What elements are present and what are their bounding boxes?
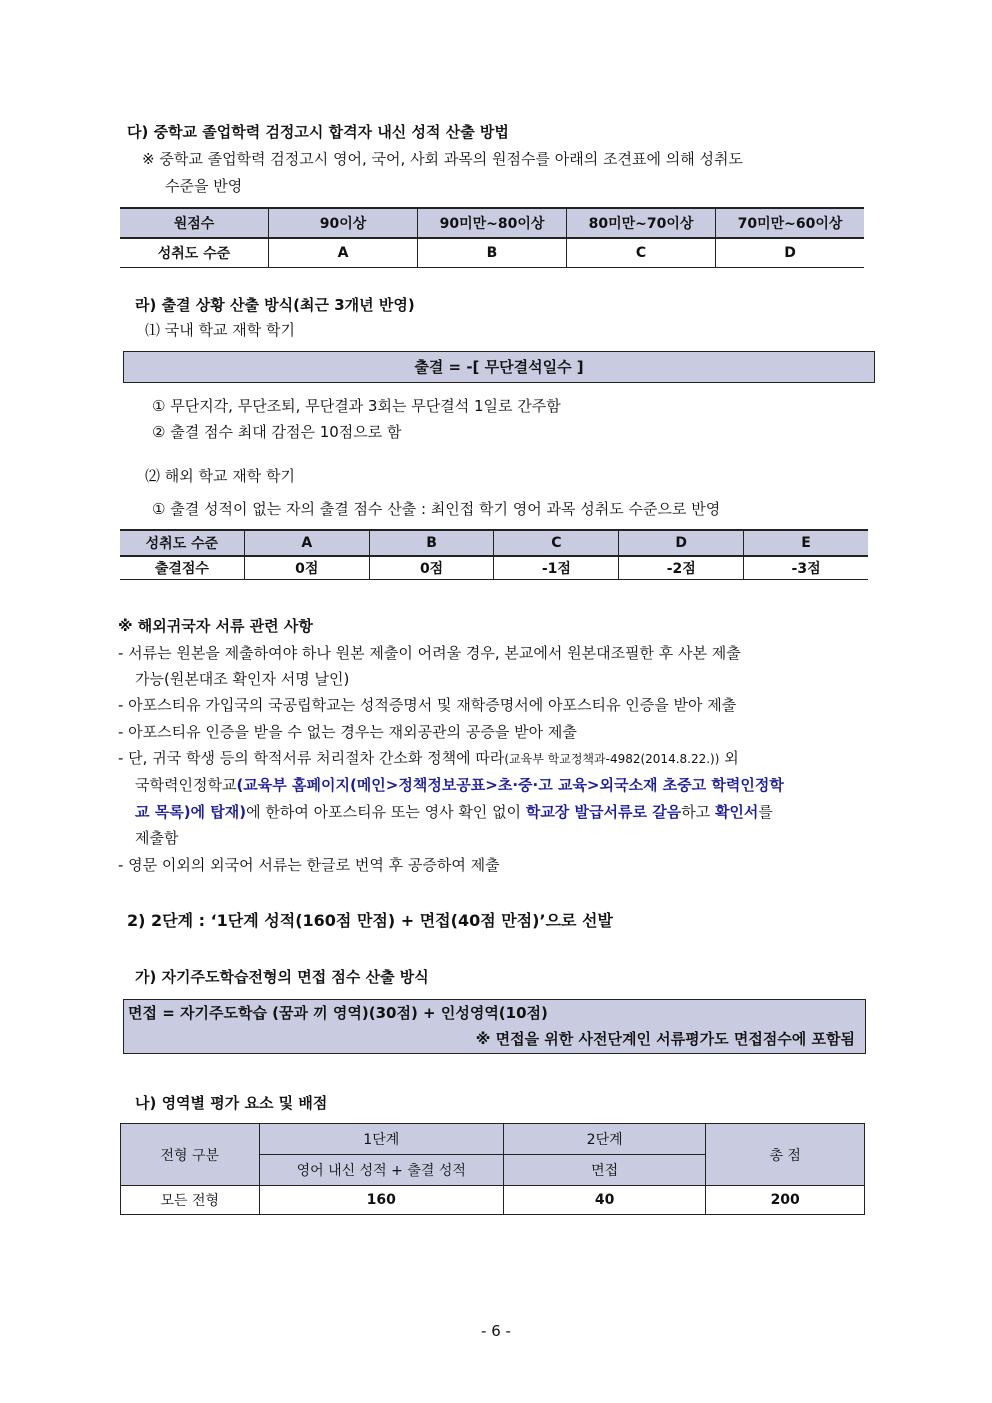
overseas-line: - 아포스티유 가입국의 국공립학교는 성적증명서 및 재학증명서에 아포스티유 인증을 받아 제출 xyxy=(118,696,737,714)
overseas-text: 에 한하여 아포스티유 또는 영사 확인 없이 xyxy=(246,803,526,821)
overseas-line xyxy=(135,773,784,797)
table-header: 80미만~70이상 xyxy=(567,208,716,238)
stage2-title: 2) 2단계 : ‘1단계 성적(160점 만점) + 면접(40점 만점)’으로 선발 xyxy=(127,911,613,930)
overseas-text: - 단, 귀국 학생 등의 학적서류 처리절차 간소화 정책에 따라 xyxy=(118,749,505,767)
highlight-text: 학교장 발급서류로 갈음 xyxy=(525,803,682,821)
section-ra-item2: ② 출결 점수 최대 감점은 10점으로 함 xyxy=(152,423,402,441)
table-header: 영어 내신 성적 + 출결 성적 xyxy=(259,1155,503,1186)
overseas-line: 제출함 xyxy=(135,829,179,847)
attendance-score-table xyxy=(120,529,868,580)
attendance-formula: 출결 = -[ 무단결석일수 ] xyxy=(414,358,584,376)
interview-formula: 면접 = 자기주도학습 (꿈과 끼 영역)(30점) + 인성영역(10점) xyxy=(128,1004,548,1022)
section-ra-item3: ① 출결 성적이 없는 자의 출결 점수 산출 : 최인접 학기 영어 과목 성취도 수준으로 반영 xyxy=(152,500,721,518)
stage2-ga-title: 가) 자기주도학습전형의 면접 점수 산출 방식 xyxy=(135,968,429,986)
section-da-title: 다) 중학교 졸업학력 검정고시 합격자 내신 성적 산출 방법 xyxy=(127,123,509,141)
table-cell: D xyxy=(716,238,865,268)
table-header: 총 점 xyxy=(706,1124,865,1186)
section-ra-sub2: ⑵ 해외 학교 재학 학기 xyxy=(145,467,295,485)
score-conversion-table xyxy=(120,207,864,268)
table-header: B xyxy=(369,530,494,556)
table-cell: 200 xyxy=(706,1186,865,1215)
table-header: 면접 xyxy=(503,1155,705,1186)
highlight-text: 확인서 xyxy=(714,803,759,821)
overseas-text: 를 xyxy=(758,803,773,821)
overseas-text: 하고 xyxy=(681,803,715,821)
table-cell: B xyxy=(418,238,567,268)
highlight-text: (교육부 홈페이지(메인>정책정보공표>초·중·고 교육>외국소재 초중고 학력인정학 xyxy=(236,776,784,794)
evaluation-table xyxy=(120,1123,865,1215)
overseas-text: 국학력인정학교 xyxy=(135,776,237,794)
attendance-formula-box xyxy=(123,351,875,383)
table-header: A xyxy=(244,530,369,556)
page-number: - 6 - xyxy=(481,1322,511,1340)
section-da-note: ※ 중학교 졸업학력 검정고시 영어, 국어, 사회 과목의 원점수를 아래의 조견표에 의해 성취도 xyxy=(142,150,743,168)
table-cell: A xyxy=(269,238,418,268)
table-header: D xyxy=(619,530,744,556)
table-header: 90이상 xyxy=(269,208,418,238)
table-cell: 40 xyxy=(503,1186,705,1215)
overseas-line xyxy=(135,800,773,824)
overseas-line: 가능(원본대조 확인자 서명 날인) xyxy=(135,670,350,688)
section-ra-sub1: ⑴ 국내 학교 재학 학기 xyxy=(145,321,295,339)
table-header: 2단계 xyxy=(503,1124,705,1155)
section-ra-item1: ① 무단지각, 무단조퇴, 무단결과 3회는 무단결석 1일로 간주함 xyxy=(152,397,561,415)
table-cell: 0점 xyxy=(244,556,369,580)
table-cell: -1점 xyxy=(494,556,619,580)
overseas-line: - 영문 이외의 외국어 서류는 한글로 번역 후 공증하여 제출 xyxy=(118,856,500,874)
overseas-line: - 아포스티유 인증을 받을 수 없는 경우는 재외공관의 공증을 받아 제출 xyxy=(118,723,577,741)
table-header: 1단계 xyxy=(259,1124,503,1155)
table-header: 원점수 xyxy=(120,208,269,238)
overseas-title: ※ 해외귀국자 서류 관련 사항 xyxy=(118,617,313,635)
table-cell: 160 xyxy=(259,1186,503,1215)
table-row-label: 성취도 수준 xyxy=(120,238,269,268)
overseas-text: 외 xyxy=(719,749,739,767)
overseas-line: - 서류는 원본을 제출하여야 하나 원본 제출이 어려울 경우, 본교에서 원본대조필한 후 사본 제출 xyxy=(118,644,741,662)
table-row-label: 모든 전형 xyxy=(121,1186,260,1215)
table-header: E xyxy=(744,530,868,556)
table-header: 90미만~80이상 xyxy=(418,208,567,238)
section-da-note-cont: 수준을 반영 xyxy=(165,177,243,195)
table-cell: 0점 xyxy=(369,556,494,580)
table-cell: -2점 xyxy=(619,556,744,580)
section-ra-title: 라) 출결 상황 산출 방식(최근 3개년 반영) xyxy=(135,296,415,314)
table-cell: C xyxy=(567,238,716,268)
policy-reference: (교육부 학교정책과-4982(2014.8.22.)) xyxy=(504,752,720,766)
table-cell: -3점 xyxy=(744,556,868,580)
table-header: 70미만~60이상 xyxy=(716,208,865,238)
table-row-label: 출결점수 xyxy=(120,556,244,580)
interview-note: ※ 면접을 위한 사전단계인 서류평가도 면접점수에 포함됨 xyxy=(475,1030,855,1048)
table-header: C xyxy=(494,530,619,556)
table-header: 전형 구분 xyxy=(121,1124,260,1186)
highlight-text: 교 목록)에 탑재) xyxy=(135,803,247,821)
overseas-line xyxy=(118,746,739,771)
table-header: 성취도 수준 xyxy=(120,530,244,556)
interview-score-box xyxy=(123,999,866,1054)
stage2-na-title: 나) 영역별 평가 요소 및 배점 xyxy=(135,1094,328,1112)
